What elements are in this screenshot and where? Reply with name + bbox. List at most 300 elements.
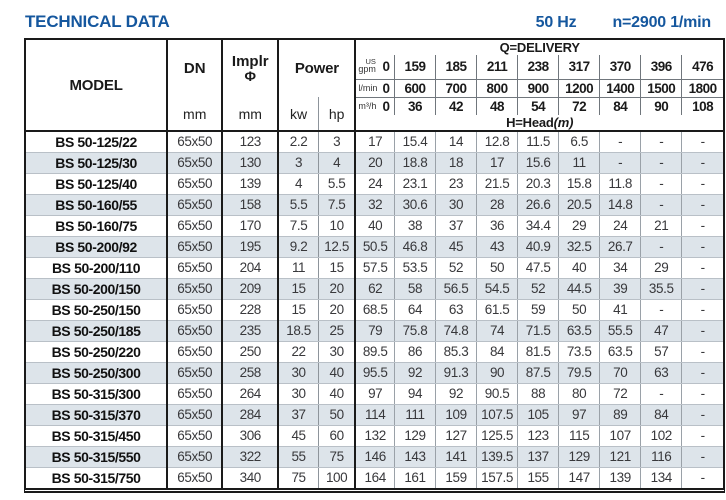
unit-cell-m3h <box>355 97 394 115</box>
power-unit-hp: hp <box>318 97 355 131</box>
dn-cell: 65x50 <box>167 362 222 383</box>
head-value-cell: 121 <box>600 446 641 467</box>
table-row <box>26 404 723 425</box>
head-value-cell: - <box>682 194 723 215</box>
column-header-model: MODEL <box>26 40 167 131</box>
impeller-diameter-cell: 195 <box>222 236 278 257</box>
head-value-cell: - <box>641 173 682 194</box>
m3h-unit-label: m³/h <box>358 100 377 111</box>
head-value-cell: 32.5 <box>559 236 600 257</box>
head-value-cell: 105 <box>518 404 559 425</box>
head-value-cell: 15.6 <box>518 152 559 173</box>
head-value-cell: 147 <box>559 467 600 488</box>
power-kw-cell: 2.2 <box>278 131 318 152</box>
head-value-cell: 63 <box>641 362 682 383</box>
power-hp-cell: 100 <box>318 467 355 488</box>
head-value-cell: 29 <box>559 215 600 236</box>
delivery-flow-value: 370 <box>600 55 641 79</box>
head-value-cell: - <box>682 446 723 467</box>
table-row <box>26 341 723 362</box>
head-value-cell: - <box>641 236 682 257</box>
m3h-zero-value: 0 <box>382 98 390 114</box>
speed-label: n=2900 1/min <box>612 14 711 31</box>
head-value-cell: 72 <box>600 383 641 404</box>
impeller-diameter-cell: 235 <box>222 320 278 341</box>
impeller-diameter-cell: 306 <box>222 425 278 446</box>
head-value-cell: 59 <box>518 299 559 320</box>
head-value-cell: 116 <box>641 446 682 467</box>
power-kw-cell: 4 <box>278 173 318 194</box>
model-cell: BS 50-160/75 <box>26 215 167 236</box>
delivery-flow-value: 36 <box>394 97 435 115</box>
head-value-cell: 164 <box>355 467 394 488</box>
dn-unit-mm: mm <box>167 97 222 131</box>
usgpm-zero-value: 0 <box>382 59 390 75</box>
power-kw-cell: 30 <box>278 362 318 383</box>
head-value-cell: 47 <box>641 320 682 341</box>
dn-cell: 65x50 <box>167 299 222 320</box>
model-cell: BS 50-250/185 <box>26 320 167 341</box>
power-hp-cell: 10 <box>318 215 355 236</box>
delivery-flow-value: 238 <box>518 55 559 79</box>
column-header-power: Power <box>278 40 355 97</box>
head-value-cell: 81.5 <box>518 341 559 362</box>
head-value-cell: 161 <box>394 467 435 488</box>
power-kw-cell: 3 <box>278 152 318 173</box>
head-value-cell: 127 <box>436 425 477 446</box>
table-row <box>26 425 723 446</box>
dn-cell: 65x50 <box>167 194 222 215</box>
delivery-flow-value: 42 <box>436 97 477 115</box>
head-value-cell: 23.1 <box>394 173 435 194</box>
model-cell: BS 50-315/300 <box>26 383 167 404</box>
head-value-cell: 123 <box>518 425 559 446</box>
head-value-cell: 26.6 <box>518 194 559 215</box>
delivery-flow-value: 1400 <box>600 79 641 97</box>
head-value-cell: 97 <box>559 404 600 425</box>
head-value-cell: 97 <box>355 383 394 404</box>
head-value-cell: 36 <box>477 215 518 236</box>
model-cell: BS 50-125/40 <box>26 173 167 194</box>
head-value-cell: 143 <box>394 446 435 467</box>
delivery-flow-value: 54 <box>518 97 559 115</box>
head-value-cell: 26.7 <box>600 236 641 257</box>
table-row <box>26 467 723 488</box>
impeller-diameter-cell: 258 <box>222 362 278 383</box>
head-value-cell: - <box>682 320 723 341</box>
head-value-cell: 18 <box>436 152 477 173</box>
head-value-cell: 47.5 <box>518 257 559 278</box>
head-value-cell: - <box>682 215 723 236</box>
impeller-label: Implr <box>231 52 269 70</box>
dn-cell: 65x50 <box>167 278 222 299</box>
head-value-cell: 87.5 <box>518 362 559 383</box>
head-value-cell: 129 <box>394 425 435 446</box>
model-cell: BS 50-315/550 <box>26 446 167 467</box>
top-header-bar <box>0 0 726 38</box>
head-value-cell: 21.5 <box>477 173 518 194</box>
head-value-cell: 24 <box>600 215 641 236</box>
head-value-cell: 109 <box>436 404 477 425</box>
head-value-cell: 50 <box>477 257 518 278</box>
head-value-cell: 20.5 <box>559 194 600 215</box>
delivery-flow-value: 185 <box>436 55 477 79</box>
head-value-cell: - <box>682 383 723 404</box>
dn-cell: 65x50 <box>167 425 222 446</box>
head-value-cell: 21 <box>641 215 682 236</box>
table-row <box>26 173 723 194</box>
power-hp-cell: 50 <box>318 404 355 425</box>
head-value-cell: - <box>682 236 723 257</box>
head-value-cell: 40 <box>355 215 394 236</box>
impeller-diameter-cell: 322 <box>222 446 278 467</box>
impeller-diameter-symbol: Φ <box>244 67 257 84</box>
head-value-cell: - <box>682 362 723 383</box>
table-row <box>26 131 723 152</box>
head-value-cell: 107 <box>600 425 641 446</box>
power-kw-cell: 37 <box>278 404 318 425</box>
model-cell: BS 50-315/370 <box>26 404 167 425</box>
head-value-cell: - <box>682 257 723 278</box>
dn-cell: 65x50 <box>167 236 222 257</box>
head-value-cell: 86 <box>394 341 435 362</box>
dn-cell: 65x50 <box>167 404 222 425</box>
table-body <box>26 131 723 488</box>
head-value-cell: 63.5 <box>600 341 641 362</box>
table-row <box>26 383 723 404</box>
head-value-cell: 79.5 <box>559 362 600 383</box>
head-value-cell: 15.8 <box>559 173 600 194</box>
head-value-cell: 134 <box>641 467 682 488</box>
head-title: H=Head(m) <box>506 115 574 130</box>
table-row <box>26 152 723 173</box>
power-hp-cell: 40 <box>318 383 355 404</box>
power-unit-kw: kw <box>278 97 318 131</box>
head-value-cell: - <box>682 404 723 425</box>
model-cell: BS 50-200/92 <box>26 236 167 257</box>
power-kw-cell: 15 <box>278 299 318 320</box>
table-row <box>26 236 723 257</box>
head-value-cell: 94 <box>394 383 435 404</box>
head-value-cell: 88 <box>518 383 559 404</box>
dn-cell: 65x50 <box>167 173 222 194</box>
power-kw-cell: 9.2 <box>278 236 318 257</box>
power-hp-cell: 25 <box>318 320 355 341</box>
head-value-cell: 132 <box>355 425 394 446</box>
head-value-cell: 28 <box>477 194 518 215</box>
model-cell: BS 50-315/750 <box>26 467 167 488</box>
head-value-cell: - <box>600 152 641 173</box>
delivery-flow-value: 700 <box>436 79 477 97</box>
head-value-cell: 63.5 <box>559 320 600 341</box>
delivery-flow-value: 476 <box>682 55 723 79</box>
column-header-impeller <box>222 40 278 97</box>
head-value-cell: 63 <box>436 299 477 320</box>
head-value-cell: 85.3 <box>436 341 477 362</box>
head-value-cell: - <box>641 152 682 173</box>
model-cell: BS 50-315/450 <box>26 425 167 446</box>
impeller-diameter-cell: 158 <box>222 194 278 215</box>
head-value-cell: 107.5 <box>477 404 518 425</box>
head-value-cell: 14 <box>436 131 477 152</box>
impeller-diameter-cell: 139 <box>222 173 278 194</box>
unit-cell-usgpm <box>355 55 394 79</box>
head-value-cell: 20.3 <box>518 173 559 194</box>
power-kw-cell: 75 <box>278 467 318 488</box>
head-value-cell: 102 <box>641 425 682 446</box>
head-value-cell: 30.6 <box>394 194 435 215</box>
power-kw-cell: 7.5 <box>278 215 318 236</box>
head-value-cell: 23 <box>436 173 477 194</box>
head-value-cell: 84 <box>641 404 682 425</box>
head-value-cell: 137 <box>518 446 559 467</box>
impeller-diameter-cell: 123 <box>222 131 278 152</box>
power-hp-cell: 3 <box>318 131 355 152</box>
table-header <box>26 40 723 131</box>
head-value-cell: 155 <box>518 467 559 488</box>
head-value-cell: - <box>682 299 723 320</box>
head-value-cell: 53.5 <box>394 257 435 278</box>
power-hp-cell: 60 <box>318 425 355 446</box>
impeller-diameter-cell: 170 <box>222 215 278 236</box>
dn-cell: 65x50 <box>167 446 222 467</box>
head-value-cell: 39 <box>600 278 641 299</box>
power-kw-cell: 15 <box>278 278 318 299</box>
head-value-cell: 12.8 <box>477 131 518 152</box>
head-value-cell: 11.5 <box>518 131 559 152</box>
head-value-cell: 29 <box>641 257 682 278</box>
head-value-cell: 44.5 <box>559 278 600 299</box>
head-value-cell: - <box>682 131 723 152</box>
head-value-cell: 61.5 <box>477 299 518 320</box>
head-value-cell: - <box>682 152 723 173</box>
impeller-diameter-cell: 340 <box>222 467 278 488</box>
power-hp-cell: 12.5 <box>318 236 355 257</box>
delivery-flow-value: 396 <box>641 55 682 79</box>
head-value-cell: 90 <box>477 362 518 383</box>
delivery-flow-value: 900 <box>518 79 559 97</box>
head-value-cell: - <box>700 470 705 486</box>
delivery-flow-value: 108 <box>692 98 714 114</box>
head-value-cell: - <box>682 278 723 299</box>
model-cell: BS 50-200/110 <box>26 257 167 278</box>
model-cell: BS 50-160/55 <box>26 194 167 215</box>
unit-cell-lmin <box>355 79 394 97</box>
delivery-flow-value: 1200 <box>559 79 600 97</box>
head-value-cell: 79 <box>355 320 394 341</box>
model-cell: BS 50-250/300 <box>26 362 167 383</box>
head-value-cell: 91.3 <box>436 362 477 383</box>
head-value-cell: 46.8 <box>394 236 435 257</box>
delivery-flow-value: 84 <box>600 97 641 115</box>
head-value-cell: 11 <box>559 152 600 173</box>
head-value-cell: 139.5 <box>477 446 518 467</box>
impeller-diameter-cell: 204 <box>222 257 278 278</box>
head-value-cell: 58 <box>394 278 435 299</box>
impeller-diameter-cell: 130 <box>222 152 278 173</box>
usgpm-unit-label: US gpm <box>358 57 376 75</box>
power-hp-cell: 15 <box>318 257 355 278</box>
table-row <box>26 215 723 236</box>
head-value-cell: 6.5 <box>559 131 600 152</box>
head-value-cell: 34.4 <box>518 215 559 236</box>
head-value-cell: 64 <box>394 299 435 320</box>
power-hp-cell: 40 <box>318 362 355 383</box>
header-right-group <box>536 14 711 32</box>
head-value-cell: 24 <box>355 173 394 194</box>
head-value-cell: 157.5 <box>477 467 518 488</box>
head-value-cell: - <box>600 131 641 152</box>
head-value-cell: 17 <box>355 131 394 152</box>
head-value-cell: 80 <box>559 383 600 404</box>
head-value-cell: 115 <box>559 425 600 446</box>
head-value-cell: 141 <box>436 446 477 467</box>
impeller-diameter-cell: 284 <box>222 404 278 425</box>
head-value-cell: 74 <box>477 320 518 341</box>
head-value-cell: 34 <box>600 257 641 278</box>
delivery-flow-value: 48 <box>477 97 518 115</box>
head-value-cell: 40.9 <box>518 236 559 257</box>
table-row <box>26 362 723 383</box>
head-value-cell: - <box>641 131 682 152</box>
head-value-cell: 56.5 <box>436 278 477 299</box>
dn-cell: 65x50 <box>167 320 222 341</box>
delivery-flow-value: 800 <box>477 79 518 97</box>
head-value-cell: 92 <box>394 362 435 383</box>
head-value-cell: 146 <box>355 446 394 467</box>
delivery-title: Q=DELIVERY <box>499 40 580 55</box>
head-value-cell: 114 <box>355 404 394 425</box>
delivery-flow-value: 600 <box>394 79 435 97</box>
head-value-cell: - <box>641 194 682 215</box>
power-kw-cell: 30 <box>278 383 318 404</box>
table-row <box>26 278 723 299</box>
frequency-label: 50 Hz <box>535 14 577 31</box>
technical-data-table <box>26 40 723 488</box>
head-value-cell: 55.5 <box>600 320 641 341</box>
head-value-cell: 57.5 <box>355 257 394 278</box>
head-value-cell: - <box>682 173 723 194</box>
table-row <box>26 257 723 278</box>
technical-data-table-frame <box>24 38 725 493</box>
head-value-cell: 70 <box>600 362 641 383</box>
head-value-cell: 11.8 <box>600 173 641 194</box>
dn-cell: 65x50 <box>167 257 222 278</box>
power-kw-cell: 18.5 <box>278 320 318 341</box>
head-value-cell: 40 <box>559 257 600 278</box>
dn-cell: 65x50 <box>167 467 222 488</box>
delivery-flow-value: 159 <box>394 55 435 79</box>
dn-cell: 65x50 <box>167 341 222 362</box>
head-value-cell: - <box>682 425 723 446</box>
table-row <box>26 446 723 467</box>
head-value-cell: 62 <box>355 278 394 299</box>
head-value-cell: 159 <box>436 467 477 488</box>
model-cell: BS 50-125/30 <box>26 152 167 173</box>
head-value-cell: 37 <box>436 215 477 236</box>
delivery-flow-value: 211 <box>477 55 518 79</box>
head-value-cell: 71.5 <box>518 320 559 341</box>
head-value-cell: 20 <box>355 152 394 173</box>
head-value-cell: 52 <box>518 278 559 299</box>
head-value-cell: 111 <box>394 404 435 425</box>
impeller-diameter-cell: 250 <box>222 341 278 362</box>
power-kw-cell: 11 <box>278 257 318 278</box>
head-value-cell: 68.5 <box>355 299 394 320</box>
head-value-cell: 129 <box>559 446 600 467</box>
head-value-cell: 125.5 <box>477 425 518 446</box>
power-hp-cell: 20 <box>318 278 355 299</box>
power-kw-cell: 5.5 <box>278 194 318 215</box>
head-value-cell: - <box>682 341 723 362</box>
head-value-cell: 84 <box>477 341 518 362</box>
model-cell: BS 50-200/150 <box>26 278 167 299</box>
head-value-cell: 15.4 <box>394 131 435 152</box>
lmin-unit-label: l/min <box>358 82 378 93</box>
model-cell: BS 50-250/150 <box>26 299 167 320</box>
head-value-cell: 74.8 <box>436 320 477 341</box>
head-value-cell: - <box>641 299 682 320</box>
head-value-cell: 50 <box>559 299 600 320</box>
dn-cell: 65x50 <box>167 131 222 152</box>
head-value-cell: 139 <box>600 467 641 488</box>
head-value-cell: 43 <box>477 236 518 257</box>
impeller-unit-mm: mm <box>222 97 278 131</box>
power-hp-cell: 75 <box>318 446 355 467</box>
model-cell: BS 50-250/220 <box>26 341 167 362</box>
head-value-cell: 89.5 <box>355 341 394 362</box>
head-value-cell: 32 <box>355 194 394 215</box>
head-value-cell: 95.5 <box>355 362 394 383</box>
table-row <box>26 299 723 320</box>
power-hp-cell: 30 <box>318 341 355 362</box>
head-value-cell: 41 <box>600 299 641 320</box>
impeller-diameter-cell: 209 <box>222 278 278 299</box>
delivery-flow-value: 317 <box>559 55 600 79</box>
head-value-cell: 57 <box>641 341 682 362</box>
head-value-cell: 30 <box>436 194 477 215</box>
head-value-cell: 75.8 <box>394 320 435 341</box>
head-value-cell: 35.5 <box>641 278 682 299</box>
page-title: TECHNICAL DATA <box>25 12 170 31</box>
table-row <box>26 320 723 341</box>
head-value-cell: 14.8 <box>600 194 641 215</box>
power-hp-cell: 5.5 <box>318 173 355 194</box>
head-value-cell: 89 <box>600 404 641 425</box>
head-value-cell: 18.8 <box>394 152 435 173</box>
table-row <box>26 194 723 215</box>
column-header-dn: DN <box>167 40 222 97</box>
lmin-zero-value: 0 <box>382 80 390 96</box>
head-value-cell: 45 <box>436 236 477 257</box>
delivery-flow-value: 1800 <box>682 79 723 97</box>
head-value-cell: 17 <box>477 152 518 173</box>
power-kw-cell: 55 <box>278 446 318 467</box>
power-hp-cell: 20 <box>318 299 355 320</box>
dn-cell: 65x50 <box>167 152 222 173</box>
head-value-cell: 90.5 <box>477 383 518 404</box>
delivery-flow-value: 1500 <box>641 79 682 97</box>
head-value-cell: 54.5 <box>477 278 518 299</box>
head-value-cell: 52 <box>436 257 477 278</box>
head-value-cell: 38 <box>394 215 435 236</box>
model-cell: BS 50-125/22 <box>26 131 167 152</box>
delivery-flow-value: 90 <box>641 97 682 115</box>
dn-cell: 65x50 <box>167 383 222 404</box>
power-kw-cell: 45 <box>278 425 318 446</box>
impeller-diameter-cell: 228 <box>222 299 278 320</box>
delivery-flow-value: 72 <box>559 97 600 115</box>
